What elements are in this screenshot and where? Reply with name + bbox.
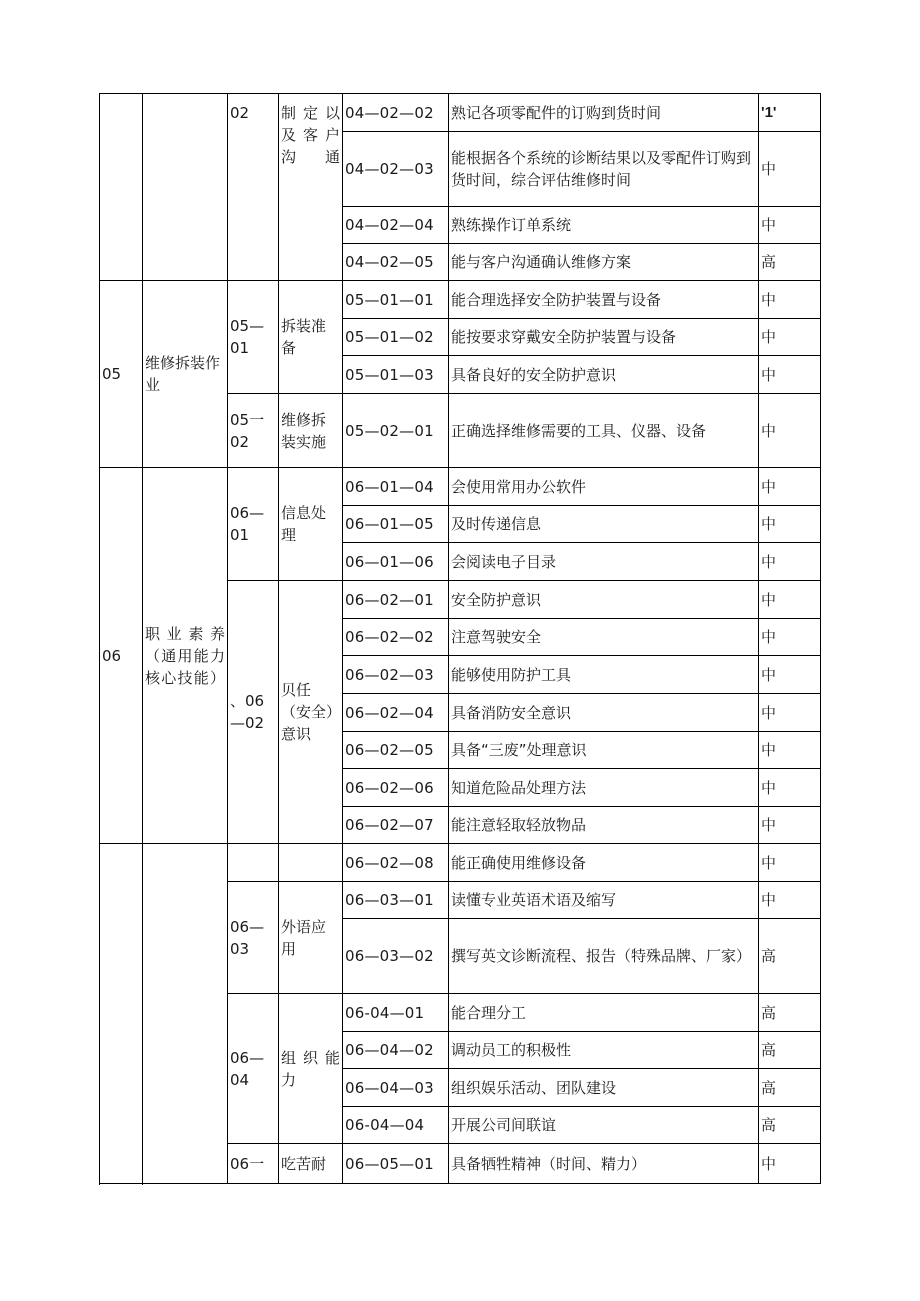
sub-code-0603: 06—03 <box>228 882 279 994</box>
item-code: 06—02—08 <box>343 844 449 882</box>
item-desc: 调动员工的积极性 <box>449 1032 759 1069</box>
item-desc: 能合理选择安全防护装置与设备 <box>449 281 759 319</box>
table-row <box>100 94 821 132</box>
item-code: 06—04—03 <box>343 1069 449 1107</box>
item-level: '1' <box>759 94 821 132</box>
table-row <box>100 281 821 319</box>
sub-name-0402: 制定以及客户沟通 <box>279 94 343 281</box>
item-level: 中 <box>759 506 821 543</box>
item-level: 高 <box>759 1069 821 1107</box>
item-code: 06—02—02 <box>343 619 449 656</box>
item-code: 04—02—04 <box>343 207 449 244</box>
item-code: 04—02—03 <box>343 132 449 207</box>
item-level: 中 <box>759 694 821 732</box>
sub-name-0501: 拆装准备 <box>279 281 343 394</box>
item-desc: 能够使用防护工具 <box>449 656 759 694</box>
sub-code-0501: 05—01 <box>228 281 279 394</box>
item-code: 04—02—05 <box>343 244 449 281</box>
item-desc: 注意驾驶安全 <box>449 619 759 656</box>
item-level: 中 <box>759 807 821 844</box>
sub-name-cell <box>279 844 343 882</box>
item-code: 06—05—01 <box>343 1144 449 1184</box>
item-code: 06—02—01 <box>343 581 449 619</box>
item-level: 高 <box>759 1032 821 1069</box>
item-code: 06—03—01 <box>343 882 449 919</box>
item-code: 04—02—02 <box>343 94 449 132</box>
sub-name-0603: 外语应用 <box>279 882 343 994</box>
item-desc: 会阅读电子目录 <box>449 543 759 581</box>
sub-name-0601: 信息处理 <box>279 468 343 581</box>
sub-name-0605: 吃苦耐 <box>279 1144 343 1184</box>
sub-code-cell <box>228 844 279 882</box>
item-desc: 熟练操作订单系统 <box>449 207 759 244</box>
main-name-05: 维修拆装作业 <box>143 281 228 468</box>
sub-code-0602: 、06—02 <box>228 581 279 844</box>
item-level: 中 <box>759 319 821 356</box>
item-level: 中 <box>759 468 821 506</box>
item-level: 中 <box>759 207 821 244</box>
item-code: 06—01—06 <box>343 543 449 581</box>
item-desc: 能根据各个系统的诊断结果以及零配件订购到货时间，综合评估维修时间 <box>449 132 759 207</box>
sub-name-0604: 组织能力 <box>279 994 343 1144</box>
item-desc: 能合理分工 <box>449 994 759 1032</box>
item-level: 中 <box>759 356 821 394</box>
main-code-cell <box>100 844 143 1184</box>
item-code: 06—02—04 <box>343 694 449 732</box>
competency-table <box>99 93 821 1184</box>
item-desc: 读懂专业英语术语及缩写 <box>449 882 759 919</box>
item-level: 中 <box>759 394 821 468</box>
item-code: 06—02—07 <box>343 807 449 844</box>
main-code-cell <box>100 94 143 281</box>
table-row <box>100 844 821 882</box>
item-code: 06—01—04 <box>343 468 449 506</box>
item-code: 05—01—01 <box>343 281 449 319</box>
sub-code-0605: 06一 <box>228 1144 279 1184</box>
item-desc: 撰写英文诊断流程、报告（特殊品牌、厂家） <box>449 919 759 994</box>
main-name-cell <box>143 844 228 1184</box>
item-code: 06—02—06 <box>343 769 449 807</box>
item-code: 06—02—05 <box>343 732 449 769</box>
item-level: 高 <box>759 244 821 281</box>
item-level: 高 <box>759 994 821 1032</box>
item-code: 06—01—05 <box>343 506 449 543</box>
sub-code-0402: 02 <box>228 94 279 281</box>
item-desc: 及时传递信息 <box>449 506 759 543</box>
item-code: 05—02—01 <box>343 394 449 468</box>
sub-code-0502: 05一02 <box>228 394 279 468</box>
item-desc: 开展公司间联谊 <box>449 1107 759 1144</box>
item-level: 中 <box>759 769 821 807</box>
item-level: 中 <box>759 543 821 581</box>
item-desc: 具备良好的安全防护意识 <box>449 356 759 394</box>
item-code: 06—04—02 <box>343 1032 449 1069</box>
item-level: 中 <box>759 656 821 694</box>
item-desc: 知道危险品处理方法 <box>449 769 759 807</box>
item-desc: 正确选择维修需要的工具、仪器、设备 <box>449 394 759 468</box>
item-level: 高 <box>759 1107 821 1144</box>
main-code-05: 05 <box>100 281 143 468</box>
item-level: 中 <box>759 619 821 656</box>
sub-name-0502: 维修拆装实施 <box>279 394 343 468</box>
item-code: 05—01—02 <box>343 319 449 356</box>
main-code-06: 06 <box>100 468 143 844</box>
item-desc: 具备消防安全意识 <box>449 694 759 732</box>
sub-name-0602: 贝任（安全）意识 <box>279 581 343 844</box>
item-desc: 具备牺牲精神（时间、精力） <box>449 1144 759 1184</box>
item-desc: 能按要求穿戴安全防护装置与设备 <box>449 319 759 356</box>
item-level: 中 <box>759 732 821 769</box>
item-code: 06—03—02 <box>343 919 449 994</box>
item-level: 中 <box>759 1144 821 1184</box>
item-level: 中 <box>759 844 821 882</box>
item-level: 中 <box>759 281 821 319</box>
item-code: 06—02—03 <box>343 656 449 694</box>
item-desc: 会使用常用办公软件 <box>449 468 759 506</box>
item-level: 中 <box>759 132 821 207</box>
item-desc: 能与客户沟通确认维修方案 <box>449 244 759 281</box>
item-level: 高 <box>759 919 821 994</box>
item-level: 中 <box>759 882 821 919</box>
item-level: 中 <box>759 581 821 619</box>
item-desc: 熟记各项零配件的订购到货时间 <box>449 94 759 132</box>
table-row <box>100 468 821 506</box>
main-name-06: 职业素养（通用能力核心技能） <box>143 468 228 844</box>
item-code: 06-04—04 <box>343 1107 449 1144</box>
sub-code-0601: 06—01 <box>228 468 279 581</box>
item-desc: 能注意轻取轻放物品 <box>449 807 759 844</box>
main-name-cell <box>143 94 228 281</box>
item-desc: 安全防护意识 <box>449 581 759 619</box>
item-desc: 具备“三废”处理意识 <box>449 732 759 769</box>
sub-code-0604: 06—04 <box>228 994 279 1144</box>
item-desc: 组织娱乐活动、团队建设 <box>449 1069 759 1107</box>
item-code: 05—01—03 <box>343 356 449 394</box>
item-code: 06-04—01 <box>343 994 449 1032</box>
item-desc: 能正确使用维修设备 <box>449 844 759 882</box>
